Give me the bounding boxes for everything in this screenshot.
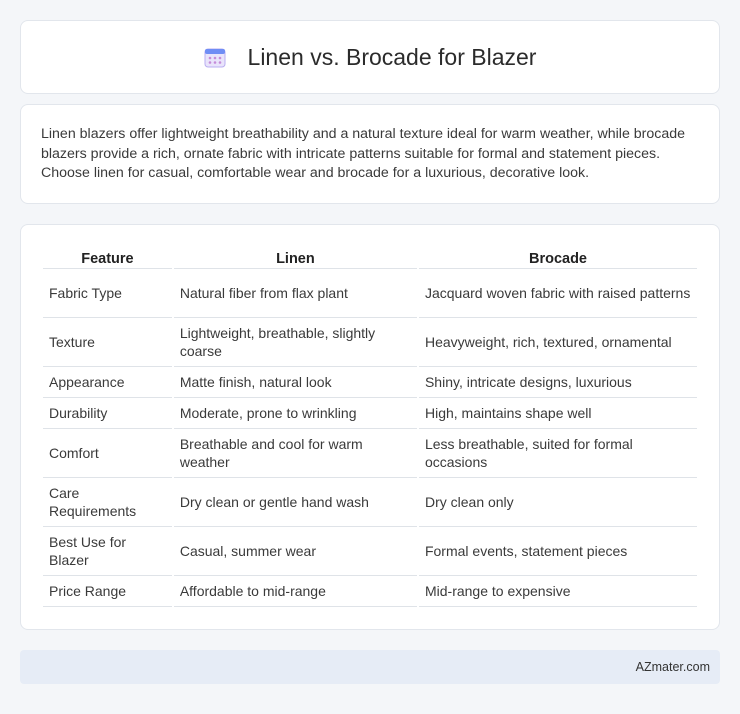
- feature-cell: Care Requirements: [43, 478, 172, 527]
- table-row: [43, 478, 697, 527]
- linen-cell: Breathable and cool for warm weather: [174, 429, 417, 478]
- brocade-cell: Less breathable, suited for formal occasions: [419, 429, 697, 478]
- comparison-card: [20, 224, 720, 630]
- table-row: [43, 318, 697, 367]
- linen-cell: Affordable to mid-range: [174, 576, 417, 607]
- feature-cell: Durability: [43, 398, 172, 429]
- linen-cell: Natural fiber from flax plant: [174, 269, 417, 318]
- page-title: Linen vs. Brocade for Blazer: [247, 43, 537, 70]
- linen-cell: Lightweight, breathable, slightly coarse: [174, 318, 417, 367]
- linen-cell: Casual, summer wear: [174, 527, 417, 576]
- header-feature: Feature: [43, 245, 172, 269]
- brocade-cell: Jacquard woven fabric with raised patterns: [419, 269, 697, 318]
- brocade-cell: High, maintains shape well: [419, 398, 697, 429]
- table-header-row: [43, 245, 697, 269]
- brocade-cell: Formal events, statement pieces: [419, 527, 697, 576]
- footer-bar: [20, 650, 720, 684]
- table-row: [43, 576, 697, 607]
- feature-cell: Comfort: [43, 429, 172, 478]
- linen-cell: Moderate, prone to wrinkling: [174, 398, 417, 429]
- table-row: [43, 429, 697, 478]
- feature-cell: Texture: [43, 318, 172, 367]
- calendar-icon: [204, 46, 226, 68]
- table-row: [43, 398, 697, 429]
- linen-cell: Matte finish, natural look: [174, 367, 417, 398]
- linen-cell: Dry clean or gentle hand wash: [174, 478, 417, 527]
- feature-cell: Best Use for Blazer: [43, 527, 172, 576]
- brocade-cell: Dry clean only: [419, 478, 697, 527]
- brocade-cell: Heavyweight, rich, textured, ornamental: [419, 318, 697, 367]
- comparison-table: [41, 245, 699, 607]
- header-linen: Linen: [174, 245, 417, 269]
- title-card: [20, 20, 720, 94]
- intro-text: Linen blazers offer lightweight breathability and a natural texture ideal for warm weather, while brocade blazers provide a rich, ornate fabric with intricate patterns suitable for formal and statement pieces. Choose linen for casual, comfortable wear and brocade for a luxurious, decorative look.: [41, 126, 686, 181]
- header-brocade: Brocade: [419, 245, 697, 269]
- brocade-cell: Shiny, intricate designs, luxurious: [419, 367, 697, 398]
- feature-cell: Appearance: [43, 367, 172, 398]
- table-row: [43, 367, 697, 398]
- footer-brand[interactable]: AZmater.com: [635, 660, 710, 674]
- table-row: [43, 269, 697, 318]
- brocade-cell: Mid-range to expensive: [419, 576, 697, 607]
- intro-card: [20, 104, 720, 204]
- feature-cell: Fabric Type: [43, 269, 172, 318]
- feature-cell: Price Range: [43, 576, 172, 607]
- table-row: [43, 527, 697, 576]
